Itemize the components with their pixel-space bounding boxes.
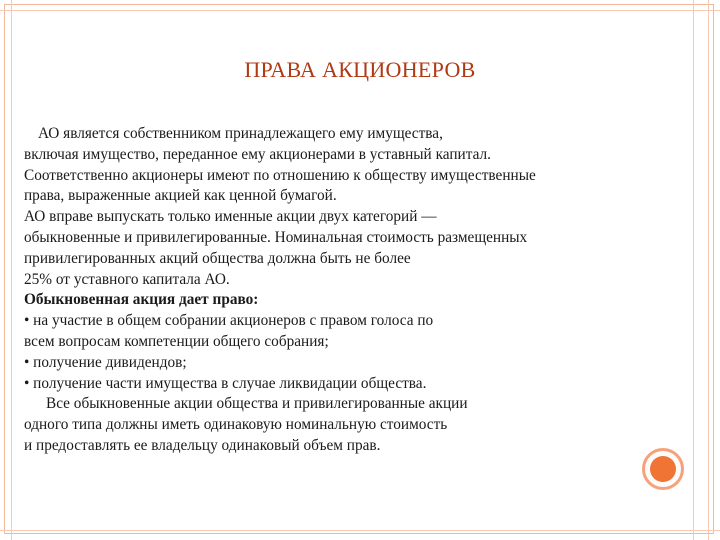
frame-line-bottom (0, 530, 720, 531)
body-heading: Обыкновенная акция дает право: (24, 291, 259, 309)
body-line: одного типа должны иметь одинаковую номинальную стоимость (24, 416, 448, 434)
body-line: Соответственно акционеры имеют по отношению к обществу имущественные (24, 166, 536, 184)
frame-line-top (0, 10, 720, 11)
body-line: всем вопросам компетенции общего собрания; (24, 332, 329, 350)
body-line: АО вправе выпускать только именные акции двух категорий — (24, 208, 437, 226)
body-line: обыкновенные и привилегированные. Номинальная стоимость размещенных (24, 228, 528, 246)
bullet-item: • на участие в общем собрании акционеров с правом голоса по (24, 312, 434, 330)
body-line: права, выраженные акцией как ценной бумагой. (24, 187, 337, 205)
slide-body (24, 124, 664, 457)
body-line: АО является собственником принадлежащего ему имущества, (38, 125, 443, 142)
body-line: и предоставлять ее владельцу одинаковый объем прав. (24, 436, 381, 454)
body-line: включая имущество, переданное ему акционерами в уставный капитал. (24, 145, 491, 163)
slide-title: ПРАВА АКЦИОНЕРОВ (244, 57, 476, 82)
body-line: Все обыкновенные акции общества и привилегированные акции (46, 395, 468, 413)
bullet-item: • получение дивидендов; (24, 353, 187, 371)
body-line: 25% от уставного капитала АО. (24, 270, 230, 288)
orange-circle-icon (642, 448, 684, 490)
body-line: привилегированных акций общества должна быть не более (24, 249, 411, 267)
bullet-item: • получение части имущества в случае ликвидации общества. (24, 374, 427, 392)
